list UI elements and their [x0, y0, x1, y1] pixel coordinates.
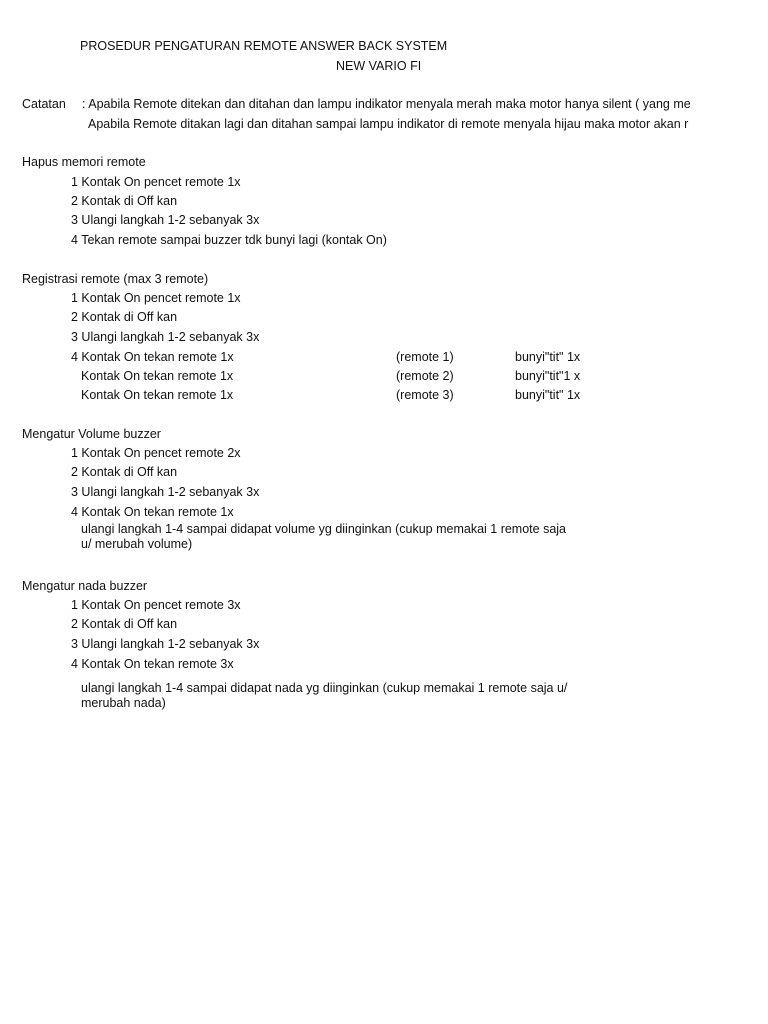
section-heading-hapus: Hapus memori remote: [22, 155, 146, 169]
step-item: 3 Ulangi langkah 1-2 sebanyak 3x: [71, 330, 260, 344]
registrasi-row-remote: (remote 2): [396, 369, 454, 383]
registrasi-row-action: 4 Kontak On tekan remote 1x: [71, 350, 234, 364]
nada-note-line-2: merubah nada): [81, 696, 166, 710]
registrasi-row-remote: (remote 3): [396, 388, 454, 402]
section-heading-volume: Mengatur Volume buzzer: [22, 427, 161, 441]
step-item: 4 Kontak On tekan remote 1x: [71, 505, 234, 519]
document-title: PROSEDUR PENGATURAN REMOTE ANSWER BACK SYSTEM: [80, 39, 448, 53]
step-item: 1 Kontak On pencet remote 1x: [71, 175, 241, 189]
step-item: 1 Kontak On pencet remote 3x: [71, 598, 241, 612]
catatan-label: Catatan: [22, 97, 66, 111]
nada-note-line-1: ulangi langkah 1-4 sampai didapat nada yg diinginkan (cukup memakai 1 remote saja u/: [81, 681, 568, 695]
document-subtitle: NEW VARIO FI: [336, 59, 422, 73]
registrasi-row-action: Kontak On tekan remote 1x: [81, 369, 234, 383]
step-item: 2 Kontak di Off kan: [71, 194, 178, 208]
registrasi-row-sound: bunyi"tit" 1x: [515, 388, 581, 402]
step-item: 3 Ulangi langkah 1-2 sebanyak 3x: [71, 637, 260, 651]
step-item: 2 Kontak di Off kan: [71, 465, 178, 479]
registrasi-row-sound: bunyi"tit" 1x: [515, 350, 581, 364]
step-item: 1 Kontak On pencet remote 1x: [71, 291, 241, 305]
registrasi-row-action: Kontak On tekan remote 1x: [81, 388, 234, 402]
step-item: 2 Kontak di Off kan: [71, 310, 178, 324]
catatan-line-2: Apabila Remote ditakan lagi dan ditahan sampai lampu indikator di remote menyala hijau maka motor akan r: [88, 117, 689, 131]
step-item: 4 Tekan remote sampai buzzer tdk bunyi lagi (kontak On): [71, 233, 387, 247]
registrasi-row-remote: (remote 1): [396, 350, 454, 364]
registrasi-row-sound: bunyi"tit"1 x: [515, 369, 581, 383]
volume-note-line-1: ulangi langkah 1-4 sampai didapat volume yg diinginkan (cukup memakai 1 remote saja: [81, 522, 566, 536]
catatan-line-1: : Apabila Remote ditekan dan ditahan dan lampu indikator menyala merah maka motor hanya silent ( yang me: [82, 97, 691, 111]
step-item: 4 Kontak On tekan remote 3x: [71, 657, 234, 671]
step-item: 2 Kontak di Off kan: [71, 617, 178, 631]
section-heading-nada: Mengatur nada buzzer: [22, 579, 148, 593]
step-item: 1 Kontak On pencet remote 2x: [71, 446, 241, 460]
section-heading-registrasi: Registrasi remote (max 3 remote): [22, 272, 209, 286]
step-item: 3 Ulangi langkah 1-2 sebanyak 3x: [71, 485, 260, 499]
volume-note-line-2: u/ merubah volume): [81, 537, 193, 551]
step-item: 3 Ulangi langkah 1-2 sebanyak 3x: [71, 213, 260, 227]
